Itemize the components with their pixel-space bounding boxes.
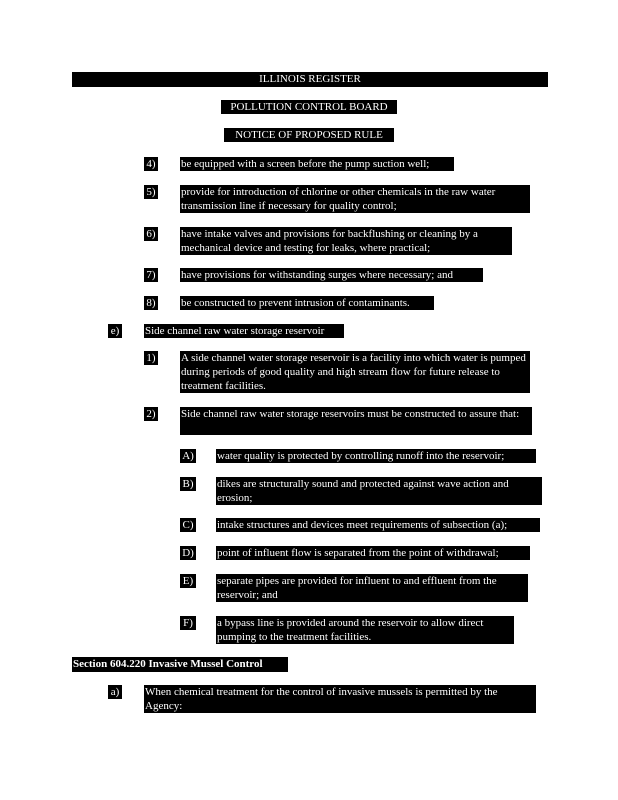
item-letter: D) [180,546,196,560]
section-heading: Section 604.220 Invasive Mussel Control [72,657,288,672]
list-item: water quality is protected by controlling runoff into the reservoir; [216,449,536,463]
list-item: provide for introduction of chlorine or other chemicals in the raw water transmission line if necessary for quality control; [180,185,530,213]
item-number: a) [108,685,122,699]
subsection-title: Side channel raw water storage reservoir [144,324,344,338]
list-item: a bypass line is provided around the reservoir to allow direct pumping to the treatment facilities. [216,616,514,644]
item-letter: E) [180,574,196,588]
register-header: ILLINOIS REGISTER [72,72,548,87]
item-number: 2) [144,407,158,421]
list-item: have provisions for withstanding surges where necessary; and [180,268,483,282]
subsection-number: e) [108,324,122,338]
list-item: separate pipes are provided for influent to and effluent from the reservoir; and [216,574,528,602]
list-item: be constructed to prevent intrusion of contaminants. [180,296,434,310]
item-letter: B) [180,477,196,491]
list-item: When chemical treatment for the control of invasive mussels is permitted by the Agency: [144,685,536,713]
list-item: A side channel water storage reservoir is a facility into which water is pumped during periods of good quality and high stream flow for future release to treatment facilities. [180,351,530,393]
list-item: Side channel raw water storage reservoirs must be constructed to assure that: [180,407,532,435]
item-number: 5) [144,185,158,199]
list-item: be equipped with a screen before the pump suction well; [180,157,454,171]
item-letter: F) [180,616,196,630]
item-number: 1) [144,351,158,365]
item-number: 8) [144,296,158,310]
item-letter: A) [180,449,196,463]
list-item: have intake valves and provisions for backflushing or cleaning by a mechanical device and testing for leaks, where practical; [180,227,512,255]
list-item: intake structures and devices meet requirements of subsection (a); [216,518,540,532]
item-number: 6) [144,227,158,241]
notice-title: NOTICE OF PROPOSED RULE [224,128,394,142]
list-item: dikes are structurally sound and protected against wave action and erosion; [216,477,542,505]
item-number: 7) [144,268,158,282]
item-letter: C) [180,518,196,532]
item-number: 4) [144,157,158,171]
board-name: POLLUTION CONTROL BOARD [221,100,397,114]
list-item: point of influent flow is separated from the point of withdrawal; [216,546,530,560]
